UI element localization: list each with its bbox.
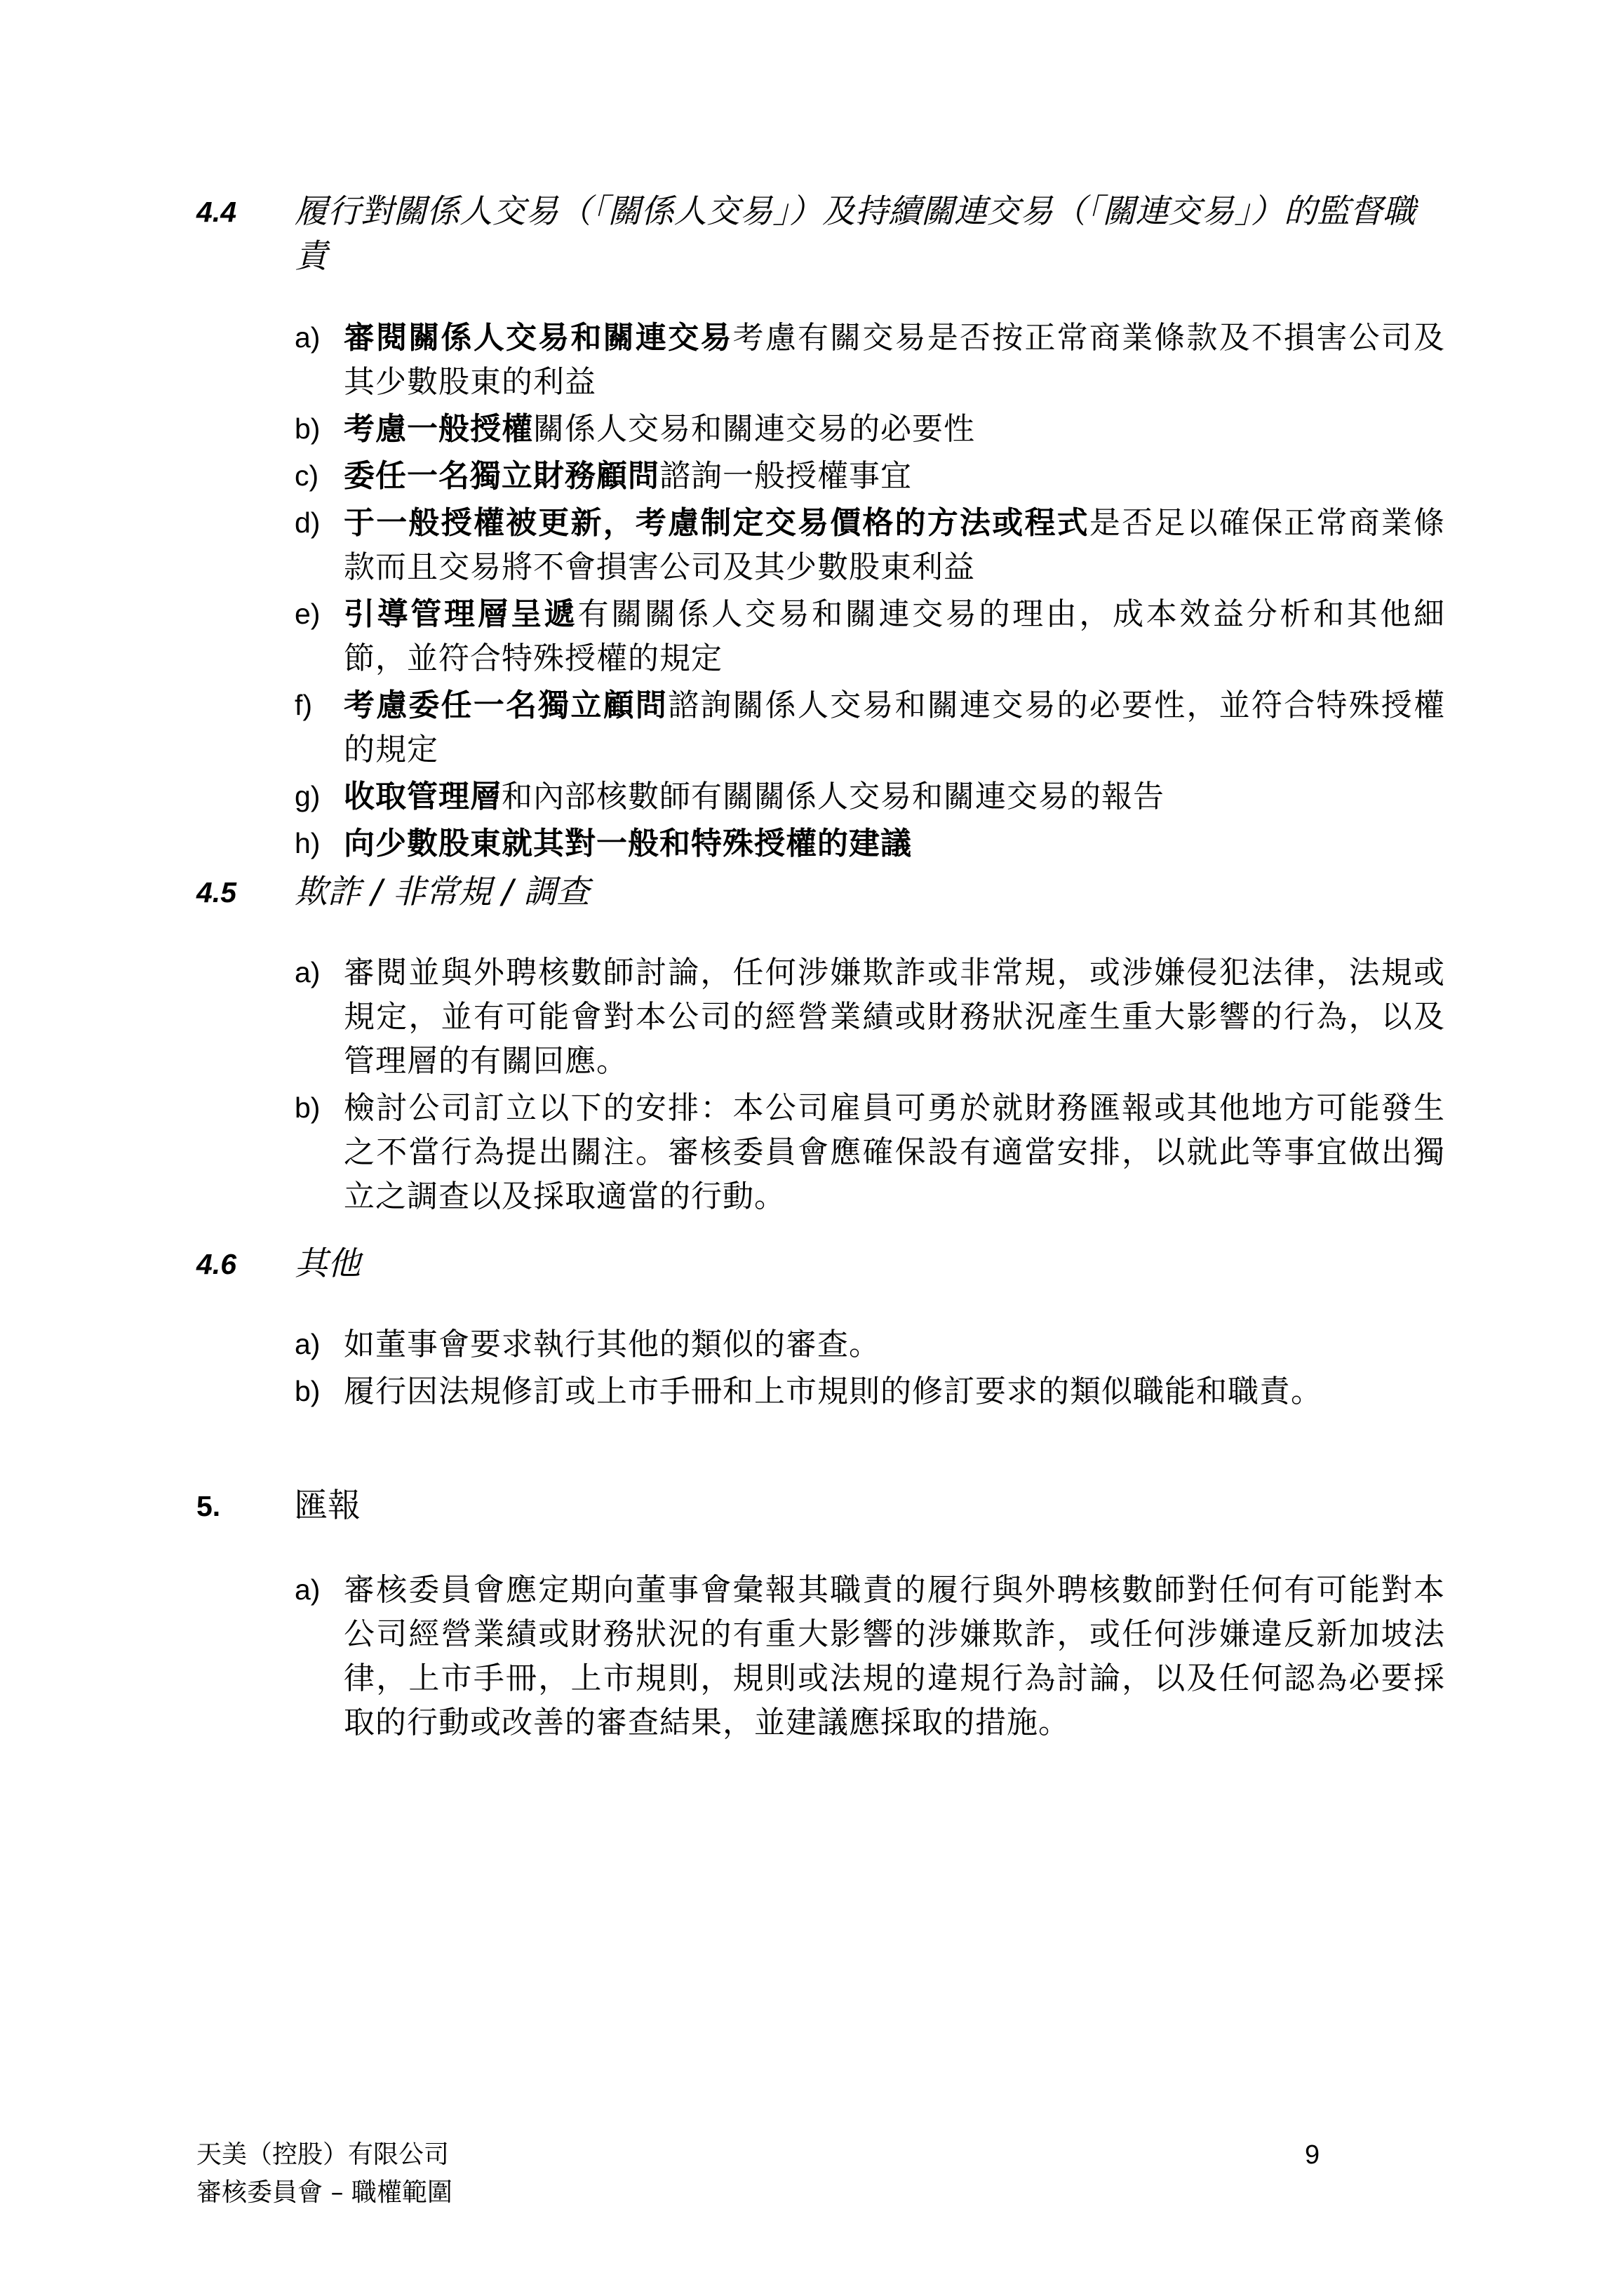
section-number: 4.5 bbox=[196, 876, 236, 908]
item-marker: e) bbox=[295, 598, 321, 630]
section-title: 履行對關係人交易（「關係人交易」）及持續關連交易（「關連交易」）的監督職責 bbox=[295, 192, 1416, 276]
item-bold-text: 委任一名獨立財務顧問 bbox=[344, 458, 659, 494]
item-text: 審閱並與外聘核數師討論，任何涉嫌欺詐或非常規，或涉嫌侵犯法律，法規或規定，並有可能會對本公司的經營業績或財務狀況產生重大影響的行為，以及管理層的有關回應。 bbox=[344, 955, 1445, 1079]
item-text: 諮詢關係人交易和關連交易的必要性，並符合特殊授權的規定 bbox=[344, 687, 1446, 767]
item-text: 審核委員會應定期向董事會彙報其職責的履行與外聘核數師對任何有可能對本公司經營業績或財務狀況的有重大影響的涉嫌欺詐，或任何涉嫌違反新加坡法律，上市手冊，上市規則，規則或法規的違規行為討論，以及任何認為必要採取的行動或改善的審查結果，並建議應採取的措施。 bbox=[344, 1572, 1445, 1740]
list-item bbox=[295, 454, 1445, 498]
list-item bbox=[295, 1322, 1445, 1367]
list-item bbox=[295, 683, 1445, 772]
item-text: 諮詢一般授權事宜 bbox=[659, 458, 912, 494]
item-bold-text: 審閱關係人交易和關連交易 bbox=[344, 320, 733, 356]
section-number: 4.4 bbox=[196, 196, 236, 228]
section-4-6-heading bbox=[196, 1242, 1445, 1287]
section-4-5-list bbox=[295, 951, 1445, 1221]
item-text: 如董事會要求執行其他的類似的審查。 bbox=[344, 1327, 880, 1362]
list-item bbox=[295, 821, 1445, 866]
section-title: 其他 bbox=[295, 1244, 361, 1283]
item-marker: a) bbox=[295, 1328, 321, 1360]
item-text: 和內部核數師有關關係人交易和關連交易的報告 bbox=[502, 779, 1165, 814]
item-text: 履行因法規修訂或上市手冊和上市規則的修訂要求的類似職能和職責。 bbox=[344, 1374, 1322, 1409]
item-marker: b) bbox=[295, 412, 321, 445]
item-marker: h) bbox=[295, 827, 321, 859]
footer-document-title: 審核委員會 – 職權範圍 bbox=[196, 2178, 452, 2207]
item-text: 有關關係人交易和關連交易的理由，成本效益分析和其他細節，並符合特殊授權的規定 bbox=[344, 596, 1445, 676]
section-title: 匯報 bbox=[295, 1486, 361, 1525]
list-item bbox=[295, 407, 1445, 451]
item-bold-text: 于一般授權被更新，考慮制定交易價格的方法或程式 bbox=[344, 505, 1089, 541]
section-5-list bbox=[295, 1568, 1445, 1747]
section-4-4-heading bbox=[196, 189, 1445, 279]
section-number: 4.6 bbox=[196, 1248, 236, 1280]
list-item bbox=[295, 316, 1445, 404]
page-footer bbox=[196, 2136, 452, 2212]
item-marker: b) bbox=[295, 1092, 321, 1124]
item-marker: a) bbox=[295, 956, 321, 988]
item-marker: d) bbox=[295, 506, 321, 539]
footer-company-name: 天美（控股）有限公司 bbox=[196, 2140, 450, 2169]
item-text: 是否足以確保正常商業條款而且交易將不會損害公司及其少數股東利益 bbox=[344, 505, 1446, 585]
item-marker: b) bbox=[295, 1375, 321, 1407]
item-bold-text: 收取管理層 bbox=[344, 779, 502, 814]
list-item bbox=[295, 1086, 1445, 1219]
section-4-4-list bbox=[295, 316, 1445, 868]
list-item bbox=[295, 592, 1445, 680]
section-4-5-heading bbox=[196, 870, 1445, 915]
item-bold-text: 考慮委任一名獨立顧問 bbox=[344, 687, 669, 723]
section-5-heading bbox=[196, 1484, 1445, 1529]
item-text: 關係人交易和關連交易的必要性 bbox=[533, 411, 975, 447]
section-4-6-list bbox=[295, 1322, 1445, 1416]
item-marker: g) bbox=[295, 780, 321, 812]
section-number: 5. bbox=[196, 1490, 221, 1522]
page-number: 9 bbox=[1305, 2140, 1320, 2170]
list-item bbox=[295, 1369, 1445, 1414]
list-item bbox=[295, 1568, 1445, 1745]
item-marker: f) bbox=[295, 689, 313, 721]
list-item bbox=[295, 774, 1445, 819]
item-marker: a) bbox=[295, 321, 321, 354]
section-title: 欺詐 / 非常規 / 調查 bbox=[295, 873, 590, 911]
item-text: 考慮有關交易是否按正常商業條款及不損害公司及其少數股東的利益 bbox=[344, 320, 1445, 400]
list-item bbox=[295, 501, 1445, 589]
item-text: 檢討公司訂立以下的安排：本公司雇員可勇於就財務匯報或其他地方可能發生之不當行為提出關注。審核委員會應確保設有適當安排，以就此等事宜做出獨立之調查以及採取適當的行動。 bbox=[344, 1090, 1445, 1214]
item-marker: c) bbox=[295, 459, 319, 492]
list-item bbox=[295, 951, 1445, 1083]
item-bold-text: 向少數股東就其對一般和特殊授權的建議 bbox=[344, 826, 912, 861]
item-bold-text: 引導管理層呈遞 bbox=[344, 596, 578, 632]
item-bold-text: 考慮一般授權 bbox=[344, 411, 533, 447]
item-marker: a) bbox=[295, 1573, 321, 1606]
